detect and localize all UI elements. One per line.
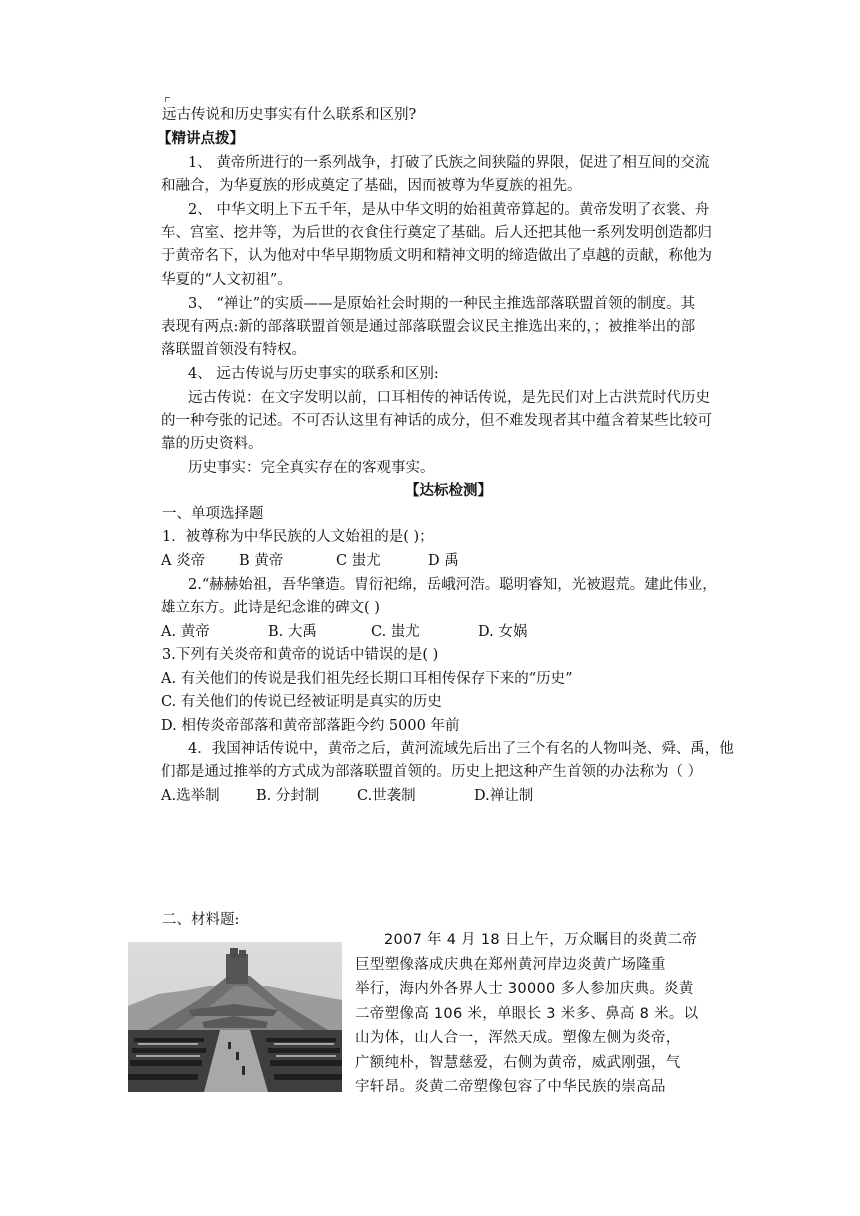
intro-question: 远古传说和历史事实有什么联系和区别?	[162, 107, 417, 123]
point-3-line-3: 落联盟首领没有特权。	[161, 342, 306, 358]
corner-mark	[165, 97, 170, 102]
legend-line-2: 的一种夸张的记述。不可否认这里有神话的成分，但不难发现者其中蕴含着某些比较可	[161, 413, 712, 429]
q1-option-a: A 炎帝	[161, 553, 206, 569]
heading-dabiao: 【达标检测】	[405, 482, 492, 499]
q2-option-c: C. 蚩尤	[371, 624, 420, 640]
point-3-line-1: 3、 “禅让”的实质——是原始社会时期的一种民主推选部落联盟首领的制度。其	[188, 296, 696, 312]
point-2-line-1: 2、 中华文明上下五千年，是从中华文明的始祖黄帝算起的。黄帝发明了衣裳、舟	[188, 202, 710, 218]
statue-photo	[128, 942, 342, 1092]
question-2-line-2: 雄立东方。此诗是纪念谁的碑文( )	[161, 600, 380, 616]
question-4-line-1: 4．我国神话传说中，黄帝之后，黄河流域先后出了三个有名的人物叫尧、舜、禹，他	[188, 741, 734, 757]
q4-option-c: C.世袭制	[357, 788, 416, 804]
legend-line-3: 靠的历史资料。	[161, 436, 263, 452]
q2-option-a: A. 黄帝	[161, 624, 210, 640]
part-1-title: 一、单项选择题	[162, 506, 264, 522]
question-1: 1．被尊称为中华民族的人文始祖的是( )；	[162, 529, 434, 545]
question-4-line-2: 们都是通过推举的方式成为部落联盟首领的。历史上把这种产生首领的办法称为（ ）	[161, 764, 703, 780]
heading-jingjiang: 【精讲点拨】	[157, 130, 244, 147]
legend-line-1: 远古传说：在文字发明以前，口耳相传的神话传说，是先民们对上古洪荒时代历史	[188, 390, 710, 406]
question-2-line-1: 2.“赫赫始祖，吾华肇造。胄衍祀绵，岳峨河浩。聪明睿知，光被遐荒。建此伟业，	[188, 577, 717, 593]
point-2-line-2: 车、宫室、挖井等，为后世的衣食住行奠定了基础。后人还把其他一系列发明创造都归	[161, 225, 712, 241]
material-line-4: 二帝塑像高 106 米，单眼长 3 米多、鼻高 8 米。以	[355, 1006, 699, 1022]
fact-line: 历史事实：完全真实存在的客观事实。	[188, 460, 435, 476]
point-4: 4、 远古传说与历史事实的联系和区别:	[188, 366, 439, 382]
point-2-line-3: 于黄帝名下，认为他对中华早期物质文明和精神文明的缔造做出了卓越的贡献，称他为	[161, 248, 712, 264]
question-3: 3.下列有关炎帝和黄帝的说话中错误的是( )	[162, 647, 439, 663]
material-line-7: 宇轩昂。炎黄二帝塑像包容了中华民族的崇高品	[355, 1079, 666, 1095]
point-1-line-1: 1、 黄帝所进行的一系列战争，打破了氏族之间狭隘的界限，促进了相互间的交流	[188, 155, 710, 171]
point-3-line-2: 表现有两点:新的部落联盟首领是通过部落联盟会议民主推选出来的，；被推举出的部	[161, 319, 696, 335]
q3-option-c: C. 有关他们的传说已经被证明是真实的历史	[161, 694, 442, 710]
point-1-line-2: 和融合，为华夏族的形成奠定了基础，因而被尊为华夏族的祖先。	[161, 178, 582, 194]
q2-option-d: D. 女娲	[478, 624, 528, 640]
q3-option-a: A. 有关他们的传说是我们祖先经长期口耳相传保存下来的“历史”	[161, 671, 573, 687]
q1-option-c: C 蚩尤	[336, 553, 381, 569]
material-line-6: 广额纯朴，智慧慈爱，右侧为黄帝，威武刚强，气	[355, 1055, 681, 1071]
material-line-2: 巨型塑像落成庆典在郑州黄河岸边炎黄广场隆重	[355, 957, 666, 973]
q2-option-b: B. 大禹	[268, 624, 317, 640]
q3-option-d: D. 相传炎帝部落和黄帝部落距今约 5000 年前	[161, 718, 460, 734]
material-line-1: 2007 年 4 月 18 日上午，万众瞩目的炎黄二帝	[384, 932, 698, 948]
point-2-line-4: 华夏的“人文初祖”。	[161, 272, 292, 288]
q1-option-d: D 禹	[428, 553, 459, 569]
q4-option-a: A.选举制	[161, 788, 220, 804]
material-line-3: 举行，海内外各界人士 30000 多人参加庆典。炎黄	[355, 981, 694, 997]
q4-option-b: B. 分封制	[256, 788, 320, 804]
part-2-title: 二、材料题:	[162, 912, 240, 928]
q4-option-d: D.禅让制	[474, 788, 534, 804]
material-line-5: 山为体，山人合一，浑然天成。塑像左侧为炎帝，	[355, 1030, 681, 1046]
q1-option-b: B 黄帝	[239, 553, 284, 569]
